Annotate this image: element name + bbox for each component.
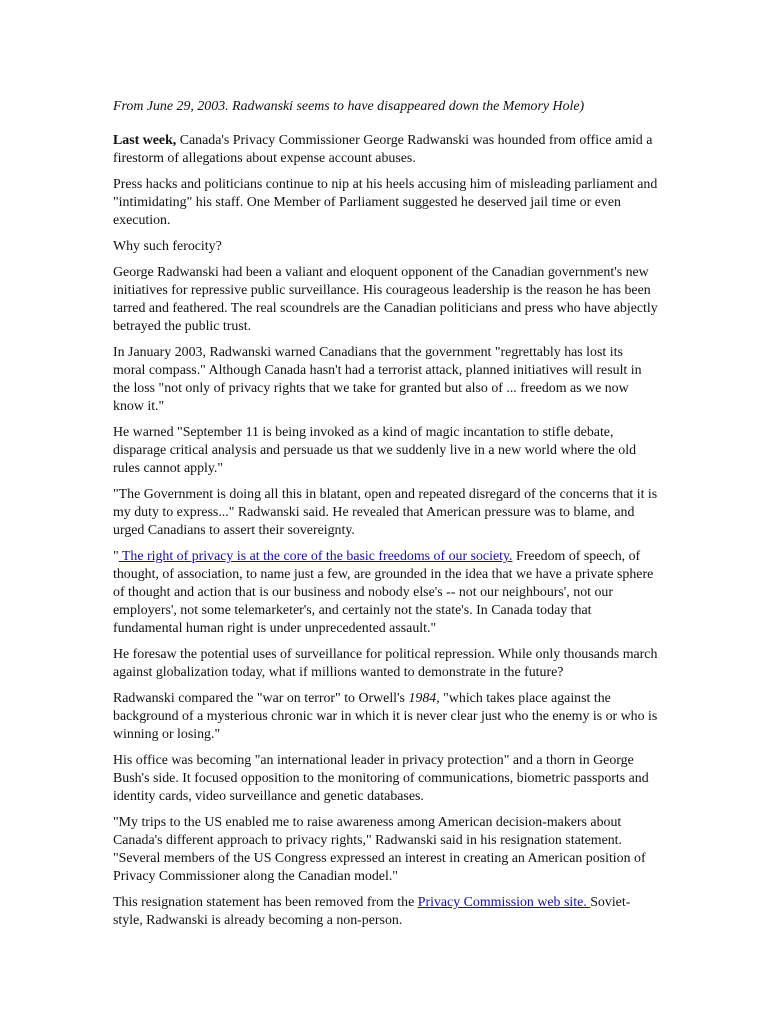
article-body bbox=[113, 98, 658, 938]
paragraph-resignation-removed: This resignation statement has been removed from the Privacy Commission web site. Soviet-style, Radwanski is already becoming a non-person. bbox=[113, 895, 631, 928]
book-title: 1984, bbox=[408, 691, 440, 706]
privacy-commission-link[interactable]: Privacy Commission web site. bbox=[417, 895, 591, 910]
paragraph-september-11: He warned "September 11 is being invoked as a kind of magic incantation to stifle debate, disparage critical analysis and persuade us that we suddenly live in a new world where the old rules cannot apply." bbox=[113, 425, 637, 476]
paragraph-right-of-privacy: " The right of privacy is at the core of the basic freedoms of our society. Freedom of speech, of thought, of association, to name just a few, are grounded in the idea that we have a private sphere of thought and action that is our business and nobody else's -- not our neighbours', not our employers', not some telemarketer's, and certainly not the state's. In Canada today that fundamental human right is under unprecedented assault." bbox=[113, 549, 654, 636]
intro-line: From June 29, 2003. Radwanski seems to have disappeared down the Memory Hole) bbox=[113, 99, 585, 114]
paragraph-us-trips: "My trips to the US enabled me to raise awareness among American decision-makers about Canada's different approach to privacy rights," Radwanski said in his resignation statement. "Several members of the US Congress expressed an interest in creating an American position of Privacy Commissioner along the Canadian model." bbox=[113, 815, 646, 884]
paragraph-political-repression: He foresaw the potential uses of surveillance for political repression. While only thousands march against globalization today, what if millions wanted to demonstrate in the future? bbox=[113, 647, 658, 680]
right-of-privacy-link[interactable]: The right of privacy is at the core of the basic freedoms of our society. bbox=[118, 549, 513, 564]
paragraph-press-hacks: Press hacks and politicians continue to nip at his heels accusing him of misleading parliament and "intimidating" his staff. One Member of Parliament suggested he deserved jail time or even execution. bbox=[113, 177, 658, 228]
paragraph-january-2003: In January 2003, Radwanski warned Canadians that the government "regrettably has lost its moral compass." Although Canada hasn't had a terrorist attack, planned initiatives will result in the loss "not only of privacy rights that we take for granted but also of ... freedom as we now know it." bbox=[113, 345, 642, 414]
paragraph-government-disregard: "The Government is doing all this in blatant, open and repeated disregard of the concerns that it is my duty to express..." Radwanski said. He revealed that American pressure was to blame, and urged Canadians to assert their sovereignty. bbox=[113, 487, 658, 538]
paragraph-ferocity: Why such ferocity? bbox=[113, 239, 222, 254]
paragraph-valiant-opponent: George Radwanski had been a valiant and eloquent opponent of the Canadian government's new initiatives for repressive public surveillance. His courageous leadership is the reason he has been tarred and feathered. The real scoundrels are the Canadian politicians and press who have abjectly betrayed the public trust. bbox=[113, 265, 658, 334]
paragraph-last-week: Last week, Canada's Privacy Commissioner George Radwanski was hounded from office amid a firestorm of allegations about expense account abuses. bbox=[113, 133, 653, 166]
paragraph-international-leader: His office was becoming "an international leader in privacy protection" and a thorn in George Bush's side. It focused opposition to the monitoring of communications, biometric passports and identity cards, video surveillance and genetic databases. bbox=[113, 753, 649, 804]
paragraph-orwell: Radwanski compared the "war on terror" to Orwell's 1984, "which takes place against the background of a mysterious chronic war in which it is never clear just who the enemy is or who is winning or losing." bbox=[113, 691, 658, 742]
lead-phrase: Last week, bbox=[113, 133, 177, 148]
